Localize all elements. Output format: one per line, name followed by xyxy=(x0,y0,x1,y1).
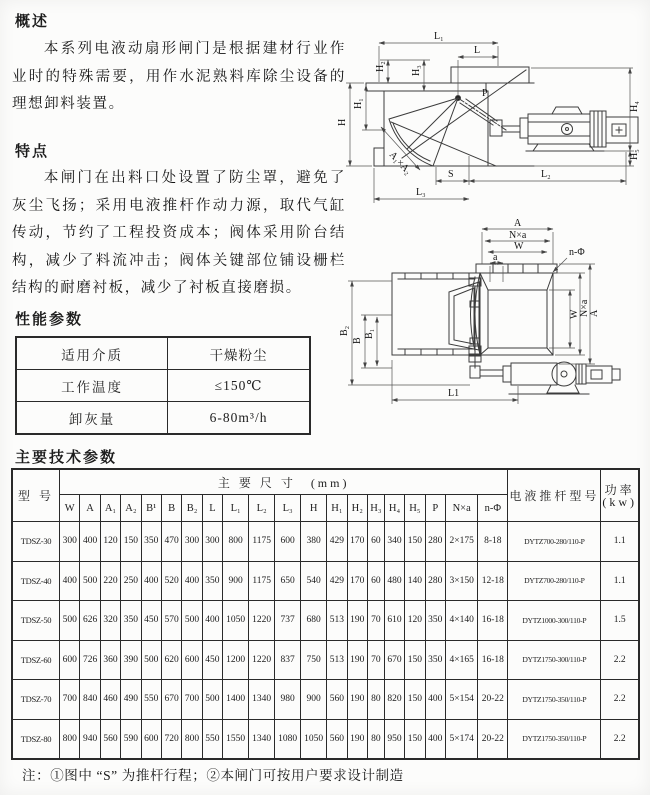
power-header xyxy=(601,469,639,522)
table-row xyxy=(12,522,639,562)
value-cell: 480 xyxy=(384,561,404,601)
value-cell: 726 xyxy=(80,640,100,680)
model-cell: TDSZ-60 xyxy=(12,640,60,680)
dim-header: L₂ xyxy=(249,495,275,522)
value-cell: 500 xyxy=(202,680,222,720)
side-view-drawing xyxy=(336,26,648,220)
value-cell: 350 xyxy=(141,522,161,562)
dim-header: B₂ xyxy=(182,495,202,522)
dim-label-a-small: a xyxy=(493,252,498,263)
value-cell: 350 xyxy=(202,561,222,601)
value-cell: 840 xyxy=(80,680,100,720)
dim-label-h: H xyxy=(337,118,348,126)
dim-label-w-right: W xyxy=(569,309,580,319)
value-cell: 560 xyxy=(327,719,347,759)
value-cell: 190 xyxy=(347,719,367,759)
dim-header: n-Φ xyxy=(478,495,508,522)
value-cell: 300 xyxy=(60,522,80,562)
dim-header: A xyxy=(80,495,100,522)
value-cell: 220 xyxy=(100,561,120,601)
value-cell: 16-18 xyxy=(478,601,508,641)
value-cell: 570 xyxy=(161,601,181,641)
value-cell: 5×154 xyxy=(445,680,477,720)
value-cell: 700 xyxy=(60,680,80,720)
gate-top-flange xyxy=(366,83,486,91)
dim-label-nxa-top: N×a xyxy=(509,230,527,241)
main-parameters-table xyxy=(11,468,640,760)
value-cell: 1220 xyxy=(249,601,275,641)
value-cell: 20-22 xyxy=(478,680,508,720)
value-cell: 940 xyxy=(80,719,100,759)
value-cell: 540 xyxy=(301,561,327,601)
dim-label-l: L xyxy=(474,45,481,56)
dim-label-a-right: A xyxy=(589,309,600,317)
dim-header: W xyxy=(60,495,80,522)
value-cell: 550 xyxy=(141,680,161,720)
value-cell: 900 xyxy=(301,680,327,720)
value-cell: 300 xyxy=(182,522,202,562)
dim-label-l1: L₁ xyxy=(434,31,444,42)
dim-header: L xyxy=(202,495,222,522)
features-heading: 特点 xyxy=(15,144,50,160)
dim-header: H₅ xyxy=(405,495,425,522)
value-cell: 1050 xyxy=(223,601,249,641)
value-cell: 800 xyxy=(223,522,249,562)
value-cell: 170 xyxy=(347,522,367,562)
value-cell: 70 xyxy=(367,640,384,680)
value-cell: 513 xyxy=(327,601,347,641)
value-cell: 1.1 xyxy=(601,561,639,601)
value-cell: 1080 xyxy=(275,719,301,759)
value-cell: 620 xyxy=(161,640,181,680)
table-row xyxy=(16,402,310,435)
value-cell: 190 xyxy=(347,640,367,680)
value-cell: 60 xyxy=(367,561,384,601)
value-cell: 470 xyxy=(161,522,181,562)
dim-label-s: S xyxy=(448,169,454,180)
value-cell: 150 xyxy=(405,680,425,720)
value-cell: 1050 xyxy=(301,719,327,759)
value-cell: 750 xyxy=(301,640,327,680)
dim-header: L₃ xyxy=(275,495,301,522)
value-cell: 150 xyxy=(405,522,425,562)
value-cell: 140 xyxy=(405,561,425,601)
performance-table xyxy=(15,336,311,435)
dim-label-n-phi: n-Φ xyxy=(569,247,585,258)
value-cell: 2.2 xyxy=(601,680,639,720)
plan-view-drawing xyxy=(339,218,649,432)
value-cell: 350 xyxy=(425,601,445,641)
actuator-cell: DYTZ700-280/110-P xyxy=(508,522,601,562)
table-row xyxy=(12,680,639,720)
table-row xyxy=(12,601,639,641)
dim-label-p: P xyxy=(482,88,488,99)
value-cell: 60 xyxy=(367,522,384,562)
value-cell: 20-22 xyxy=(478,719,508,759)
dim-label-l2: L₂ xyxy=(541,169,551,180)
value-cell: 650 xyxy=(275,561,301,601)
value-cell: 80 xyxy=(367,719,384,759)
value-cell: 150 xyxy=(121,522,141,562)
actuator-motor xyxy=(586,366,612,383)
actuator-header: 电液推杆型号 xyxy=(508,469,601,522)
value-cell: 8-18 xyxy=(478,522,508,562)
features-paragraph: 本闸门在出料口处设置了防尘罩，避免了灰尘飞扬；采用电液推杆作动力源，取代气缸传动，节约了工程投资成本；阀体采用阶台结构，减少了料流冲击；阀体关键部位铺设栅栏结构的耐磨衬板，减少了衬板直接磨损。 xyxy=(12,170,346,296)
value-cell: 250 xyxy=(121,561,141,601)
value-cell: 2.2 xyxy=(601,719,639,759)
dim-label-nxa-right: N×a xyxy=(579,299,590,317)
actuator-cell: DYTZ1750-300/110-P xyxy=(508,640,601,680)
dim-header: H xyxy=(301,495,327,522)
value-cell: 950 xyxy=(384,719,404,759)
value-cell: 520 xyxy=(161,561,181,601)
value-cell: 460 xyxy=(100,680,120,720)
value-cell: 450 xyxy=(202,640,222,680)
value-cell: 700 xyxy=(182,680,202,720)
value-cell: 1200 xyxy=(223,640,249,680)
value-cell: 150 xyxy=(405,719,425,759)
dim-header: B xyxy=(161,495,181,522)
value-cell: 400 xyxy=(425,680,445,720)
value-cell: 1550 xyxy=(223,719,249,759)
dim-label-b2: B₂ xyxy=(339,325,350,336)
value-cell: 600 xyxy=(141,719,161,759)
actuator-cell: DYTZ1750-350/110-P xyxy=(508,680,601,720)
dim-label-h2: H₂ xyxy=(375,61,386,72)
value-cell: 1340 xyxy=(249,680,275,720)
value-cell: 400 xyxy=(60,561,80,601)
value-cell: 190 xyxy=(347,680,367,720)
dim-label-w-top: W xyxy=(514,241,524,252)
value-cell: 300 xyxy=(202,522,222,562)
model-cell: TDSZ-40 xyxy=(12,561,60,601)
dim-header: H₄ xyxy=(384,495,404,522)
value-cell: 2.2 xyxy=(601,640,639,680)
dim-header: B¹ xyxy=(141,495,161,522)
value-cell: 429 xyxy=(327,561,347,601)
value-cell: 720 xyxy=(161,719,181,759)
performance-heading: 性能参数 xyxy=(15,312,84,328)
table-row xyxy=(12,640,639,680)
value-cell: 800 xyxy=(60,719,80,759)
value-cell: 80 xyxy=(367,680,384,720)
value-cell: 1175 xyxy=(249,561,275,601)
dim-header: A₁ xyxy=(100,495,120,522)
actuator-cell: DYTZ700-280/110-P xyxy=(508,561,601,601)
value-cell: 600 xyxy=(60,640,80,680)
dim-header: A₂ xyxy=(121,495,141,522)
table-row xyxy=(16,370,310,402)
gate-chamber xyxy=(480,273,553,355)
value-cell: 4×165 xyxy=(445,640,477,680)
value-cell: 1340 xyxy=(249,719,275,759)
dim-label-h5: H₅ xyxy=(629,149,640,160)
dim-label-b1: B₁ xyxy=(364,328,375,339)
power-unit: (kw) xyxy=(602,494,637,509)
actuator-cylinder xyxy=(511,363,557,385)
value-cell: 513 xyxy=(327,640,347,680)
value-cell: 450 xyxy=(141,601,161,641)
dim-header: L₁ xyxy=(223,495,249,522)
value-cell: 429 xyxy=(327,522,347,562)
value-cell: 5×174 xyxy=(445,719,477,759)
value-cell: 500 xyxy=(141,640,161,680)
value-cell: 670 xyxy=(384,640,404,680)
dim-label-b: B xyxy=(352,337,363,344)
actuator-cell: DYTZ1000-300/110-P xyxy=(508,601,601,641)
value-cell: 400 xyxy=(425,719,445,759)
value-cell: 680 xyxy=(301,601,327,641)
table-header-row xyxy=(12,469,639,495)
value-cell: 340 xyxy=(384,522,404,562)
inlet-duct xyxy=(451,67,529,83)
value-cell: 170 xyxy=(347,561,367,601)
value-cell: 360 xyxy=(100,640,120,680)
value-cell: 1.5 xyxy=(601,601,639,641)
value-cell: 590 xyxy=(121,719,141,759)
dim-label-a1a2: A₁×A₂ xyxy=(386,149,414,177)
value-cell: 120 xyxy=(100,522,120,562)
value-cell: 190 xyxy=(347,601,367,641)
value-cell: 837 xyxy=(275,640,301,680)
main-table-heading: 主要技术参数 xyxy=(15,450,118,466)
value-cell: 737 xyxy=(275,601,301,641)
perf-label: 适用介质 xyxy=(16,337,168,370)
value-cell: 1400 xyxy=(223,680,249,720)
model-cell: TDSZ-80 xyxy=(12,719,60,759)
actuator-cell: DYTZ1750-350/110-P xyxy=(508,719,601,759)
value-cell: 390 xyxy=(121,640,141,680)
value-cell: 500 xyxy=(80,561,100,601)
dim-header: H₃ xyxy=(367,495,384,522)
value-cell: 670 xyxy=(161,680,181,720)
value-cell: 280 xyxy=(425,522,445,562)
value-cell: 626 xyxy=(80,601,100,641)
value-cell: 16-18 xyxy=(478,640,508,680)
value-cell: 320 xyxy=(100,601,120,641)
dim-header: P xyxy=(425,495,445,522)
table-row xyxy=(12,719,639,759)
dim-header: H₂ xyxy=(347,495,367,522)
value-cell: 400 xyxy=(182,561,202,601)
value-cell: 600 xyxy=(182,640,202,680)
value-cell: 610 xyxy=(384,601,404,641)
value-cell: 800 xyxy=(182,719,202,759)
value-cell: 12-18 xyxy=(478,561,508,601)
value-cell: 3×150 xyxy=(445,561,477,601)
dim-label-h3: H₃ xyxy=(411,65,422,76)
dim-label-h4: H₄ xyxy=(629,101,640,112)
table-row xyxy=(12,561,639,601)
value-cell: 1175 xyxy=(249,522,275,562)
perf-label: 卸灰量 xyxy=(16,402,168,435)
perf-value: ≤150℃ xyxy=(168,370,310,402)
value-cell: 150 xyxy=(405,640,425,680)
dim-label-l3: L₃ xyxy=(416,187,426,198)
dim-label-plan-l1: L1 xyxy=(448,388,460,399)
dim-label-a-top: A xyxy=(514,218,522,229)
value-cell: 400 xyxy=(141,561,161,601)
value-cell: 380 xyxy=(301,522,327,562)
perf-value: 干燥粉尘 xyxy=(168,337,310,370)
overview-heading: 概述 xyxy=(15,14,50,30)
model-cell: TDSZ-70 xyxy=(12,680,60,720)
value-cell: 400 xyxy=(80,522,100,562)
value-cell: 500 xyxy=(60,601,80,641)
value-cell: 350 xyxy=(121,601,141,641)
dim-header: H₁ xyxy=(327,495,347,522)
value-cell: 280 xyxy=(425,561,445,601)
value-cell: 350 xyxy=(425,640,445,680)
model-header: 型 号 xyxy=(12,469,60,522)
value-cell: 1220 xyxy=(249,640,275,680)
model-cell: TDSZ-50 xyxy=(12,601,60,641)
value-cell: 1.1 xyxy=(601,522,639,562)
value-cell: 2×175 xyxy=(445,522,477,562)
value-cell: 120 xyxy=(405,601,425,641)
value-cell: 900 xyxy=(223,561,249,601)
dim-label-h1: H₁ xyxy=(353,98,364,109)
table-row xyxy=(16,337,310,370)
value-cell: 980 xyxy=(275,680,301,720)
dimensions-group-header: 主 要 尺 寸 (mm) xyxy=(60,469,508,495)
value-cell: 550 xyxy=(202,719,222,759)
power-label: 功率 xyxy=(604,482,635,497)
value-cell: 820 xyxy=(384,680,404,720)
value-cell: 490 xyxy=(121,680,141,720)
value-cell: 600 xyxy=(275,522,301,562)
mounting-flange xyxy=(476,264,557,273)
actuator-cylinder xyxy=(528,114,590,144)
perf-label: 工作温度 xyxy=(16,370,168,402)
dim-header: N×a xyxy=(445,495,477,522)
value-cell: 4×140 xyxy=(445,601,477,641)
footer-note: 注：①图中 “S” 为推杆行程；②本闸门可按用户要求设计制造 xyxy=(22,768,404,783)
value-cell: 400 xyxy=(202,601,222,641)
value-cell: 560 xyxy=(327,680,347,720)
main-table-body xyxy=(12,522,639,759)
value-cell: 560 xyxy=(100,719,120,759)
perf-value: 6-80m³/h xyxy=(168,402,310,435)
value-cell: 500 xyxy=(182,601,202,641)
model-cell: TDSZ-30 xyxy=(12,522,60,562)
value-cell: 70 xyxy=(367,601,384,641)
overview-paragraph: 本系列电液动扇形闸门是根据建材行业作业时的特殊需要，用作水泥熟料库除尘设备的理想卸料装置。 xyxy=(12,41,346,112)
